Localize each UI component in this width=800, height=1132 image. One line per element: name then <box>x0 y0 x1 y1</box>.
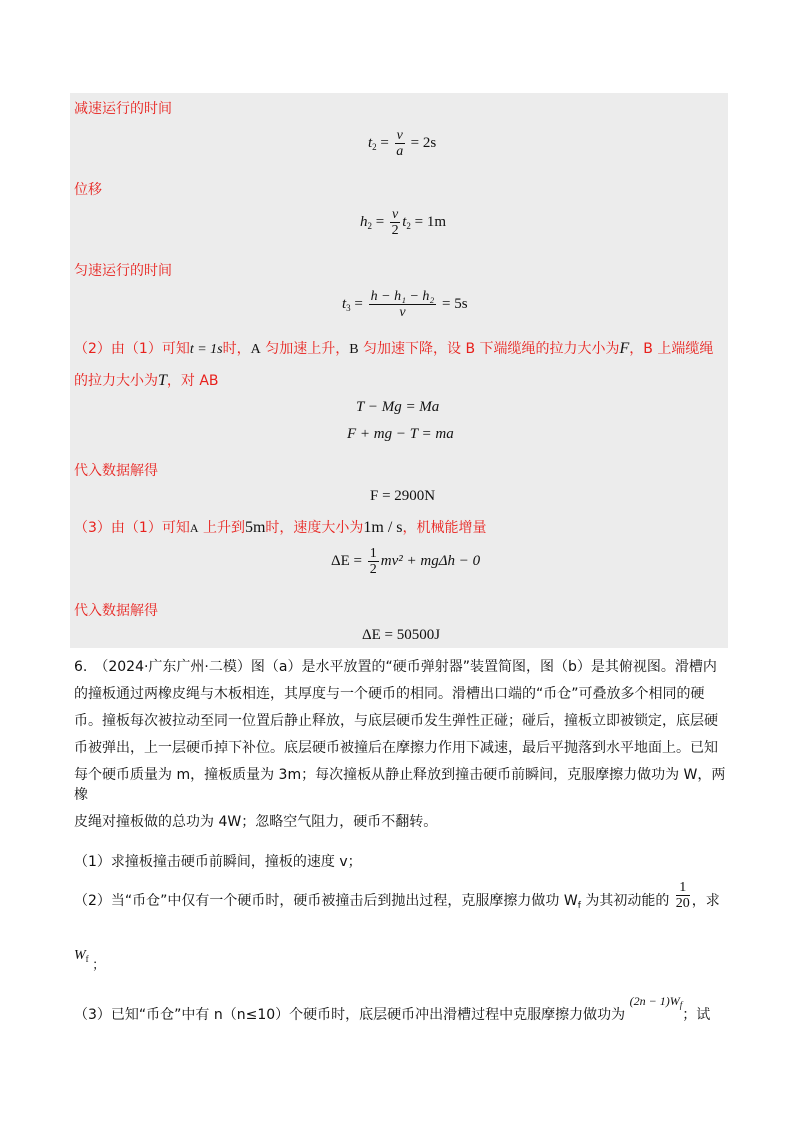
problem6-line: 皮绳对撞板做的总功为 4W；忽略空气阻力，硬币不翻转。 <box>74 814 438 830</box>
question-3: （3）已知“币仓”中有 n（n≤10）个硬币时，底层硬币冲出滑槽过程中克服摩擦力做功为 $(2n - 1)W_f$；试 <box>74 994 711 1023</box>
equation-F: F = 2900N <box>370 488 436 504</box>
equation-energy: ΔE = $\frac{1}{2}$ mv² + mgΔh − 0 <box>331 546 481 577</box>
label-substitute-2: 代入数据解得 <box>74 603 158 619</box>
equation-1: T − Mg = Ma <box>356 399 440 415</box>
problem6-line: 每个硬币质量为 m，撞板质量为 3m；每次撞板从静止释放到撞击硬币前瞬间，克服摩擦力做功为 W，两橡 <box>74 767 726 803</box>
part2-line2: 的拉力大小为T，对 AB <box>74 372 219 389</box>
part2-line1: （2）由（1）可知t = 1s时，A 匀加速上升，B 匀加速下降，设 B 下端缆绳的拉力大小为F，B 上端缆绳 <box>74 340 714 357</box>
problem6-line: 币被弹出，上一层硬币掉下补位。底层硬币被撞后在摩擦力作用下减速，最后平抛落到水平地面上。已知 <box>74 740 718 756</box>
question-2-wf: $W_f$ ； <box>74 948 106 973</box>
question-2: （2）当“币仓”中仅有一个硬币时，硬币被撞击后到抛出过程，克服摩擦力做功 $W_f$ 为其初动能的 $\frac{1}{20}$ ，求 <box>74 879 720 911</box>
label-displacement: 位移 <box>74 182 102 198</box>
problem6-line: 的撞板通过两橡皮绳与木板相连，其厚度与一个硬币的相同。滑槽出口端的“币仓”可叠放多个相同的硬 <box>74 686 705 702</box>
equation-E: ΔE = 50500J <box>362 627 441 643</box>
part3-line: （3）由（1）可知A 上升到5m时，速度大小为1m / s，机械能增量 <box>74 519 487 536</box>
problem6-line: 币。撞板每次被拉动至同一位置后静止释放，与底层硬币发生弹性正碰；碰后，撞板立即被锁定，底层硬 <box>74 713 718 729</box>
question-1: （1）求撞板撞击硬币前瞬间，撞板的速度 v； <box>74 854 362 870</box>
problem6-text <box>74 657 728 832</box>
label-decel-time: 减速运行的时间 <box>74 101 172 117</box>
q3-expression: $(2n - 1)W_f$ <box>629 994 683 1010</box>
formula-t2: $t_2$ = $\frac{v}{a}$ = 2s <box>368 128 437 159</box>
label-substitute-1: 代入数据解得 <box>74 463 158 479</box>
formula-h2: $h_2$ = $\frac{v}{2}$ $t_2 = 1m$ <box>360 207 446 238</box>
label-uniform-time: 匀速运行的时间 <box>74 263 172 279</box>
formula-t3: $t_3$ = $\frac{\text{h − h₁ − h₂}}{v}$ = 5s <box>342 289 468 320</box>
equation-2: F + mg − T = ma <box>347 426 454 442</box>
problem6-line: 6. （2024·广东广州·二模）图（a）是水平放置的“硬币弹射器”装置简图，图（b）是其俯视图。滑槽内 <box>74 659 717 675</box>
